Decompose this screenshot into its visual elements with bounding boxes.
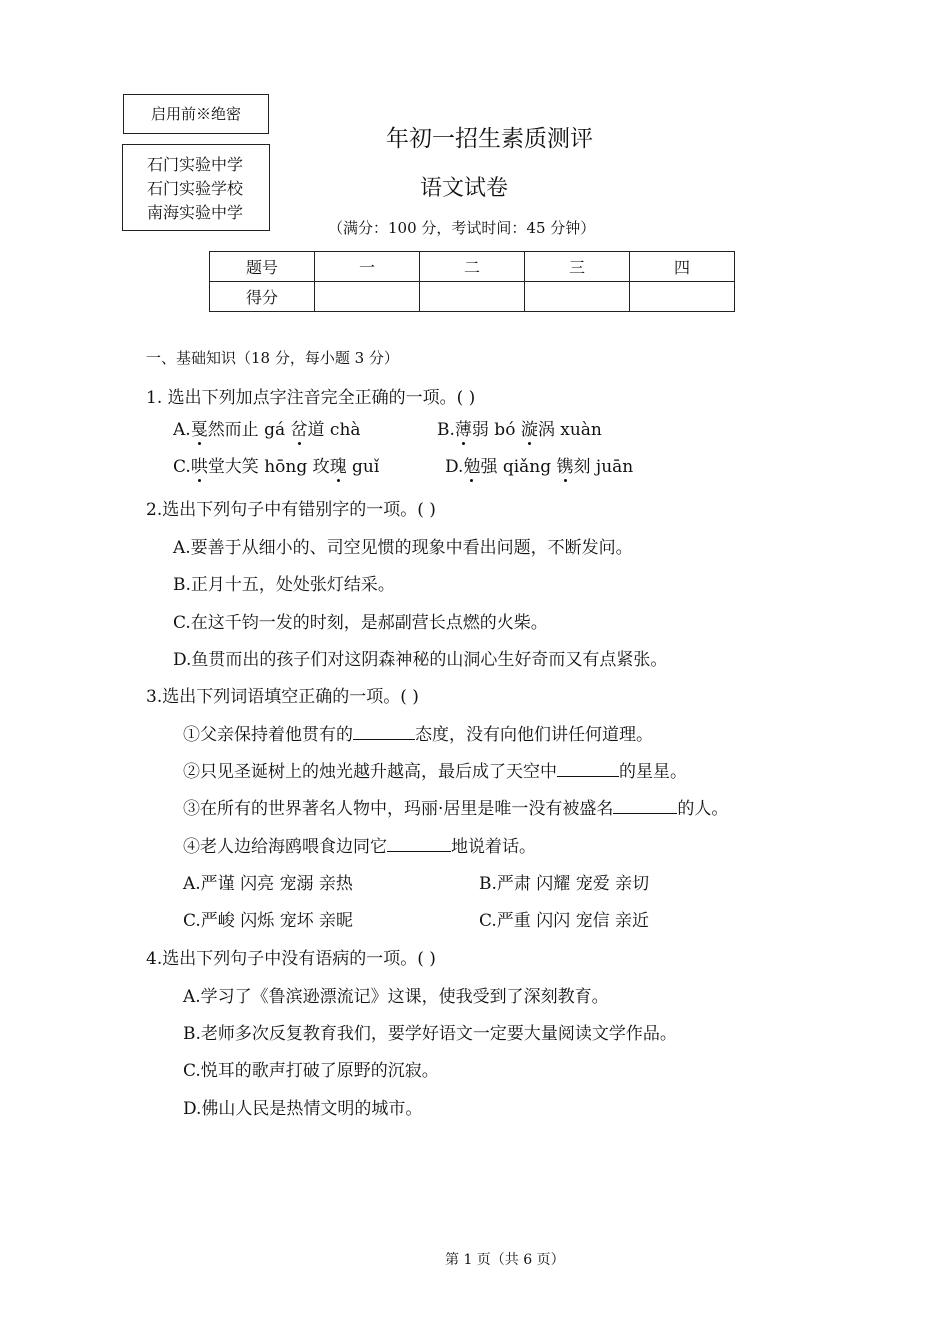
- dotted-char: 镌: [557, 452, 574, 477]
- question-2-stem: 2.选出下列句子中有错别字的一项。( ): [146, 500, 436, 520]
- question-3-sentence-4: [183, 832, 536, 857]
- dotted-char: 勉: [463, 452, 480, 477]
- question-2-option-d: D.鱼贯而出的孩子们对这阴森神秘的山洞心生好奇而又有点紧张。: [173, 650, 668, 670]
- table-column-header: 三: [525, 252, 630, 282]
- question-3-option-a: A.严谨 闪亮 宠溺 亲热: [183, 874, 353, 894]
- option-letter: A.: [173, 420, 191, 440]
- dotted-char: 漩: [521, 415, 538, 440]
- table-column-header: 四: [630, 252, 735, 282]
- option-text: 强 qiǎng: [480, 457, 557, 477]
- question-3-sentence-1: [183, 720, 653, 745]
- question-2-option-c: C.在这千钧一发的时刻，是郝副营长点燃的火柴。: [173, 613, 548, 633]
- option-text: 弱 bó: [471, 420, 521, 440]
- exam-title: 年初一招生素质测评: [386, 126, 593, 152]
- school-list-box: [122, 144, 270, 231]
- question-4-option-c: C.悦耳的歌声打破了原野的沉寂。: [183, 1061, 439, 1081]
- fill-blank[interactable]: [557, 762, 619, 777]
- dotted-char: 薄: [455, 415, 472, 440]
- dotted-char: 戛: [191, 415, 208, 440]
- section-heading: 一、基础知识（18 分，每小题 3 分）: [146, 349, 399, 367]
- dotted-char: 瑰: [330, 452, 347, 477]
- question-1-option-d: [445, 452, 633, 477]
- table-row-header: 题号: [210, 252, 315, 282]
- question-3-sentence-3: [183, 794, 728, 819]
- fill-blank[interactable]: [613, 799, 677, 814]
- question-3-option-c: C.严峻 闪烁 宠坏 亲昵: [183, 911, 354, 931]
- option-text: 然而止 gá: [207, 420, 291, 440]
- school-name: 石门实验学校: [147, 179, 244, 198]
- score-table: [209, 251, 735, 312]
- school-name: 石门实验中学: [147, 155, 244, 174]
- table-row-header: 得分: [210, 282, 315, 312]
- option-text: 刻 juān: [573, 457, 634, 477]
- question-1-stem: 1. 选出下列加点字注音完全正确的一项。( ): [146, 388, 476, 408]
- option-letter: B.: [437, 420, 455, 440]
- sentence-text: ③在所有的世界著名人物中，玛丽·居里是唯一没有被盛名: [183, 799, 614, 819]
- fill-blank[interactable]: [353, 725, 415, 740]
- question-3-sentence-2: [183, 757, 687, 782]
- sentence-text: ②只见圣诞树上的烛光越升越高，最后成了天空中: [183, 762, 557, 782]
- question-1-option-b: [437, 415, 602, 440]
- option-letter: C.: [173, 457, 191, 477]
- question-1-option-c: [173, 452, 379, 477]
- sentence-text: 地说着话。: [451, 837, 536, 857]
- option-text: 堂大笑 hōng 玫: [207, 457, 330, 477]
- question-3-option-b: B.严肃 闪耀 宠爱 亲切: [479, 874, 650, 894]
- exam-subject: 语文试卷: [420, 176, 509, 201]
- score-cell[interactable]: [630, 282, 735, 312]
- dotted-char: 哄: [191, 452, 208, 477]
- school-name: 南海实验中学: [147, 203, 244, 222]
- exam-subtitle: （满分：100 分，考试时间：45 分钟）: [328, 219, 596, 237]
- table-column-header: 一: [315, 252, 420, 282]
- sentence-text: 态度，没有向他们讲任何道理。: [415, 725, 653, 745]
- question-4-option-b: B.老师多次反复教育我们，要学好语文一定要大量阅读文学作品。: [183, 1024, 677, 1044]
- sentence-text: ④老人边给海鸥喂食边同它: [183, 837, 387, 857]
- question-3-stem: 3.选出下列词语填空正确的一项。( ): [146, 687, 419, 707]
- question-4-stem: 4.选出下列句子中没有语病的一项。( ): [146, 949, 436, 969]
- option-text: guǐ: [346, 457, 380, 477]
- table-row: [210, 252, 735, 282]
- option-letter: D.: [445, 457, 464, 477]
- score-cell[interactable]: [315, 282, 420, 312]
- option-text: 涡 xuàn: [537, 420, 602, 440]
- sentence-text: 的星星。: [619, 762, 687, 782]
- fill-blank[interactable]: [387, 837, 451, 852]
- sentence-text: ①父亲保持着他贯有的: [183, 725, 353, 745]
- question-4-option-a: A.学习了《鲁滨逊漂流记》这课，使我受到了深刻教育。: [183, 987, 609, 1007]
- confidential-label-box: 启用前※绝密: [123, 94, 269, 134]
- question-3-option-d: C.严重 闪闪 宠信 亲近: [479, 911, 650, 931]
- page-number: 第 1 页（共 6 页）: [445, 1252, 565, 1268]
- question-1-option-a: [173, 415, 361, 440]
- score-cell[interactable]: [420, 282, 525, 312]
- question-4-option-d: D.佛山人民是热情文明的城市。: [183, 1099, 423, 1119]
- question-2-option-b: B.正月十五，处处张灯结采。: [173, 575, 395, 595]
- question-2-option-a: A.要善于从细小的、司空见惯的现象中看出问题，不断发问。: [173, 538, 633, 558]
- table-row: [210, 282, 735, 312]
- table-column-header: 二: [420, 252, 525, 282]
- score-cell[interactable]: [525, 282, 630, 312]
- dotted-char: 岔: [291, 415, 308, 440]
- option-text: 道 chà: [307, 420, 361, 440]
- sentence-text: 的人。: [677, 799, 729, 819]
